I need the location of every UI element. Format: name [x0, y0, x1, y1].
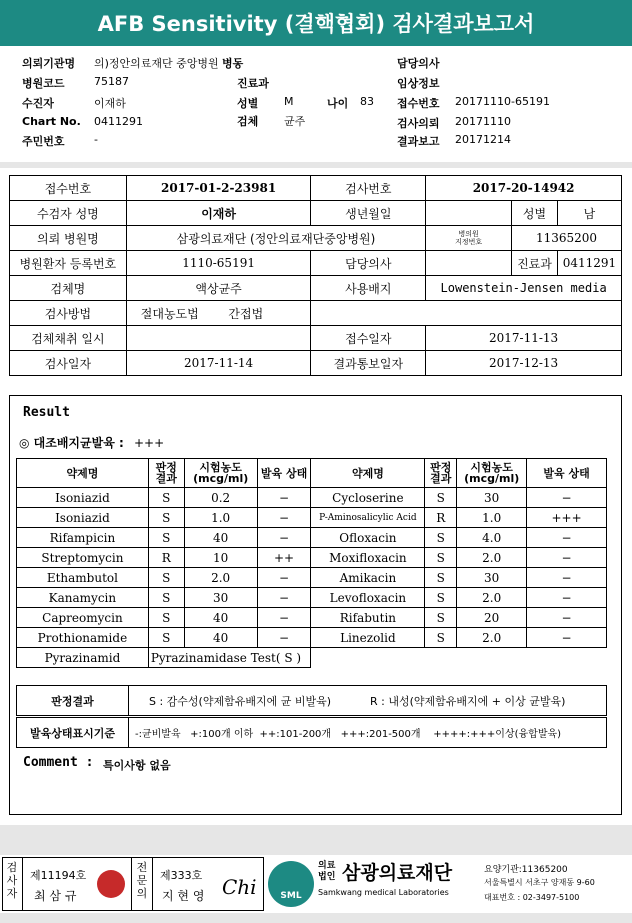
- col-conc-left: 시험농도 (mcg/ml): [184, 459, 257, 488]
- specimen-value: 균주: [284, 115, 306, 128]
- doctor-label: 담당의사: [397, 57, 440, 70]
- growth-legend-row: [17, 718, 607, 748]
- rrn-value: -: [94, 133, 98, 146]
- test-concentration: 10: [184, 548, 257, 568]
- table-row: [17, 568, 607, 588]
- growth-legend-table: [16, 717, 607, 748]
- test-concentration: 40: [184, 608, 257, 628]
- drug-name: Kanamycin: [17, 588, 149, 608]
- chart-value: 0411291: [94, 115, 143, 128]
- table-row: [17, 588, 607, 608]
- request-value: 20171110: [455, 115, 511, 128]
- test-concentration: 4.0: [457, 528, 527, 548]
- growth-status: −: [257, 488, 311, 508]
- footer-divider: [131, 857, 132, 911]
- judge-legend-row: [17, 686, 607, 716]
- test-concentration: 1.0: [457, 508, 527, 528]
- hosp-code-label-line1: 병의원: [458, 230, 479, 238]
- judge-result: S: [148, 628, 184, 648]
- receipt-no-value: 2017-01-2-23981: [126, 176, 311, 201]
- rrn-label: 주민번호: [22, 135, 65, 148]
- report-date-value: 20171214: [455, 133, 511, 146]
- report-header: [22, 55, 622, 155]
- doctor-cell-label: 담당의사: [311, 251, 426, 276]
- request-label: 검사의뢰: [397, 117, 440, 130]
- drug-name: Capreomycin: [17, 608, 149, 628]
- table-row: [10, 301, 622, 326]
- reg-no-label: 병원환자 등록번호: [10, 251, 127, 276]
- dept-cell-value: 0411291: [557, 251, 621, 276]
- drug-name: Rifabutin: [311, 608, 425, 628]
- drug-name: Prothionamide: [17, 628, 149, 648]
- growth-status: −: [527, 488, 607, 508]
- drug-name: Cycloserine: [311, 488, 425, 508]
- table-row: [10, 176, 622, 201]
- judge-legend-label: 판정결과: [17, 686, 129, 716]
- test-no-label: 검사번호: [311, 176, 426, 201]
- chart-label: Chart No.: [22, 115, 81, 128]
- drug-name: Streptomycin: [17, 548, 149, 568]
- comment-value: 특이사항 없음: [103, 759, 171, 772]
- judge-result: S: [425, 548, 457, 568]
- test-concentration: 30: [457, 488, 527, 508]
- logo-text: SML: [280, 891, 302, 901]
- collect-value: [126, 326, 311, 351]
- judge-legend-value: [129, 686, 607, 716]
- judge-result: S: [148, 488, 184, 508]
- table-row: [10, 351, 622, 376]
- org-name-en: Samkwang medical Laboratories: [318, 888, 449, 897]
- seal-icon: [97, 870, 125, 898]
- sex-cell-value: 남: [557, 201, 621, 226]
- table-row: [17, 648, 607, 668]
- growth-status: −: [527, 628, 607, 648]
- specimen-cell-value: 액상균주: [126, 276, 311, 301]
- clinical-label: 임상정보: [397, 77, 440, 90]
- notify-value: 2017-12-13: [426, 351, 622, 376]
- drug-name: Amikacin: [311, 568, 425, 588]
- received-label: 접수일자: [311, 326, 426, 351]
- growth-legend-value: -:균비발육 +:100개 이하 ++:101-200개 +++:201-500개 ++++:+++이상(융합발육): [129, 718, 607, 748]
- patient-label: 수진자: [22, 97, 54, 110]
- col-judge-right: 판정 결과: [425, 459, 457, 488]
- specialist-label: 전문의: [136, 861, 148, 900]
- sensitivity-header-row: [17, 459, 607, 488]
- method-value-2: 간접법: [228, 306, 264, 321]
- judge-result: S: [425, 588, 457, 608]
- growth-status: −: [257, 508, 311, 528]
- test-concentration: 1.0: [184, 508, 257, 528]
- table-row: [17, 628, 607, 648]
- sex-label: 성별: [237, 97, 259, 110]
- age-label: 나이: [327, 97, 349, 110]
- hospital-label: 의뢰기관명: [22, 57, 76, 70]
- judge-result: S: [425, 488, 457, 508]
- table-row: [17, 528, 607, 548]
- specialist-name: 지 현 영: [162, 889, 205, 903]
- growth-status: −: [257, 568, 311, 588]
- control-growth-label: ◎ 대조배지균발육 :: [19, 436, 124, 450]
- test-concentration: 2.0: [457, 628, 527, 648]
- growth-status: −: [527, 548, 607, 568]
- test-date-value: 2017-11-14: [126, 351, 311, 376]
- specimen-cell-label: 검체명: [10, 276, 127, 301]
- receipt-label: 접수번호: [397, 97, 440, 110]
- method-label: 검사방법: [10, 301, 127, 326]
- specialist-license: 제333호: [160, 869, 203, 882]
- dept-label: 진료과: [237, 77, 269, 90]
- pyrazinamidase-result: Pyrazinamidase Test( S ): [148, 648, 311, 668]
- control-growth: [19, 434, 164, 451]
- col-drug-right: 약제명: [311, 459, 425, 488]
- age-value: 83: [360, 95, 374, 108]
- judge-legend-s: S : 감수성(약제함유배지에 균 비발육): [149, 694, 332, 708]
- signature: Chi: [222, 875, 257, 899]
- collect-label: 검체채취 일시: [10, 326, 127, 351]
- growth-status: −: [257, 588, 311, 608]
- growth-status: ++: [257, 548, 311, 568]
- code-value: 75187: [94, 75, 129, 88]
- drug-name: Ethambutol: [17, 568, 149, 588]
- judge-result: S: [425, 608, 457, 628]
- result-heading: Result: [23, 405, 70, 420]
- specimen-label: 검체: [237, 115, 259, 128]
- col-conc-right: 시험농도 (mcg/ml): [457, 459, 527, 488]
- org-name: 삼광의료재단: [342, 862, 453, 884]
- test-concentration: 2.0: [457, 548, 527, 568]
- method-blank: [311, 301, 622, 326]
- tester-name: 최 삼 규: [34, 889, 77, 903]
- drug-name: Levofloxacin: [311, 588, 425, 608]
- judge-result: R: [425, 508, 457, 528]
- doctor-cell-value: [426, 251, 512, 276]
- sex-value: M: [284, 95, 294, 108]
- table-row: [10, 201, 622, 226]
- judge-result: S: [425, 528, 457, 548]
- test-concentration: 30: [184, 588, 257, 608]
- growth-status: −: [527, 608, 607, 628]
- reg-no-value: 1110-65191: [126, 251, 311, 276]
- drug-name: Moxifloxacin: [311, 548, 425, 568]
- table-row: [17, 548, 607, 568]
- empty-cell: [311, 648, 607, 668]
- tester-label: 검사자: [6, 861, 18, 900]
- judge-result: S: [425, 628, 457, 648]
- footer-divider: [152, 857, 153, 911]
- table-row: [10, 251, 622, 276]
- org-tel: 대표번호 : 02-3497-5100: [484, 893, 580, 902]
- test-concentration: 30: [457, 568, 527, 588]
- drug-name: Rifampicin: [17, 528, 149, 548]
- code-label: 병원코드: [22, 77, 65, 90]
- received-value: 2017-11-13: [426, 326, 622, 351]
- test-concentration: 0.2: [184, 488, 257, 508]
- footer-divider: [22, 857, 23, 911]
- control-growth-value: +++: [133, 436, 165, 450]
- growth-status: −: [257, 628, 311, 648]
- growth-status: −: [527, 568, 607, 588]
- report-date-label: 결과보고: [397, 135, 440, 148]
- test-concentration: 20: [457, 608, 527, 628]
- ward-label: 병동: [222, 57, 244, 70]
- drug-name: Ofloxacin: [311, 528, 425, 548]
- judge-result: S: [148, 528, 184, 548]
- col-growth-left: 발육 상태: [257, 459, 311, 488]
- req-hosp-label: 의뢰 병원명: [10, 226, 127, 251]
- legend-table: [16, 685, 607, 716]
- drug-name: Pyrazinamid: [17, 648, 149, 668]
- media-value: Lowenstein-Jensen media: [426, 276, 622, 301]
- sensitivity-table: [16, 458, 607, 668]
- report-title: AFB Sensitivity (결핵협회) 검사결과보고서: [0, 0, 632, 46]
- patient-value: 이재하: [94, 97, 126, 110]
- judge-result: S: [425, 568, 457, 588]
- col-growth-right: 발육 상태: [527, 459, 607, 488]
- judge-result: S: [148, 608, 184, 628]
- method-value: [126, 301, 311, 326]
- receipt-value: 20171110-65191: [455, 95, 550, 108]
- drug-name: P-Aminosalicylic Acid: [311, 508, 425, 528]
- judge-result: S: [148, 508, 184, 528]
- dob-label: 생년월일: [311, 201, 426, 226]
- col-drug-left: 약제명: [17, 459, 149, 488]
- judge-result: R: [148, 548, 184, 568]
- org-code: 요양기관:11365200: [484, 865, 568, 875]
- req-hosp-value: 삼광의료재단 (정안의료재단중앙병원): [126, 226, 425, 251]
- hosp-code-value: 11365200: [512, 226, 622, 251]
- test-concentration: 2.0: [184, 568, 257, 588]
- table-row: [10, 326, 622, 351]
- footer-separator: [0, 825, 632, 855]
- judge-result: S: [148, 568, 184, 588]
- drug-name: Isoniazid: [17, 508, 149, 528]
- test-date-label: 검사일자: [10, 351, 127, 376]
- notify-label: 결과통보일자: [311, 351, 426, 376]
- hosp-code-label: [426, 226, 512, 251]
- receipt-no-label: 접수번호: [10, 176, 127, 201]
- org-address: 서울특별시 서초구 양재동 9-60: [484, 878, 595, 887]
- patient-name-value: 이재하: [126, 201, 311, 226]
- drug-name: Isoniazid: [17, 488, 149, 508]
- dob-value: [426, 201, 512, 226]
- patient-name-label: 수검자 성명: [10, 201, 127, 226]
- growth-status: −: [257, 528, 311, 548]
- header-separator: [0, 162, 632, 168]
- judge-result: S: [148, 588, 184, 608]
- growth-status: −: [257, 608, 311, 628]
- hospital-value: 의)정안의료재단 중앙병원: [94, 57, 219, 70]
- hosp-code-label-line2: 지정번호: [455, 238, 483, 246]
- tester-license: 제11194호: [30, 869, 87, 882]
- test-concentration: 2.0: [457, 588, 527, 608]
- comment-label: Comment :: [23, 755, 94, 770]
- growth-legend-label: 발육상태표시기준: [17, 718, 129, 748]
- logo-icon: [268, 861, 314, 907]
- table-row: [10, 276, 622, 301]
- test-concentration: 40: [184, 628, 257, 648]
- media-label: 사용배지: [311, 276, 426, 301]
- method-value-1: 절대농도법: [140, 306, 199, 321]
- table-row: [10, 226, 622, 251]
- judge-legend-r: R : 내성(약제함유배지에 + 이상 균발육): [370, 694, 566, 708]
- table-row: [17, 488, 607, 508]
- table-row: [17, 608, 607, 628]
- footer: [0, 855, 632, 913]
- growth-status: +++: [527, 508, 607, 528]
- test-no-value: 2017-20-14942: [426, 176, 622, 201]
- growth-status: −: [527, 588, 607, 608]
- col-judge-left: 판정 결과: [148, 459, 184, 488]
- org-type: 의료 법인: [318, 861, 336, 882]
- sex-cell-label: 성별: [512, 201, 558, 226]
- growth-status: −: [527, 528, 607, 548]
- test-concentration: 40: [184, 528, 257, 548]
- table-row: [17, 508, 607, 528]
- dept-cell-label: 진료과: [512, 251, 558, 276]
- bottom-margin: [0, 913, 632, 923]
- drug-name: Linezolid: [311, 628, 425, 648]
- patient-info-table: [9, 175, 622, 376]
